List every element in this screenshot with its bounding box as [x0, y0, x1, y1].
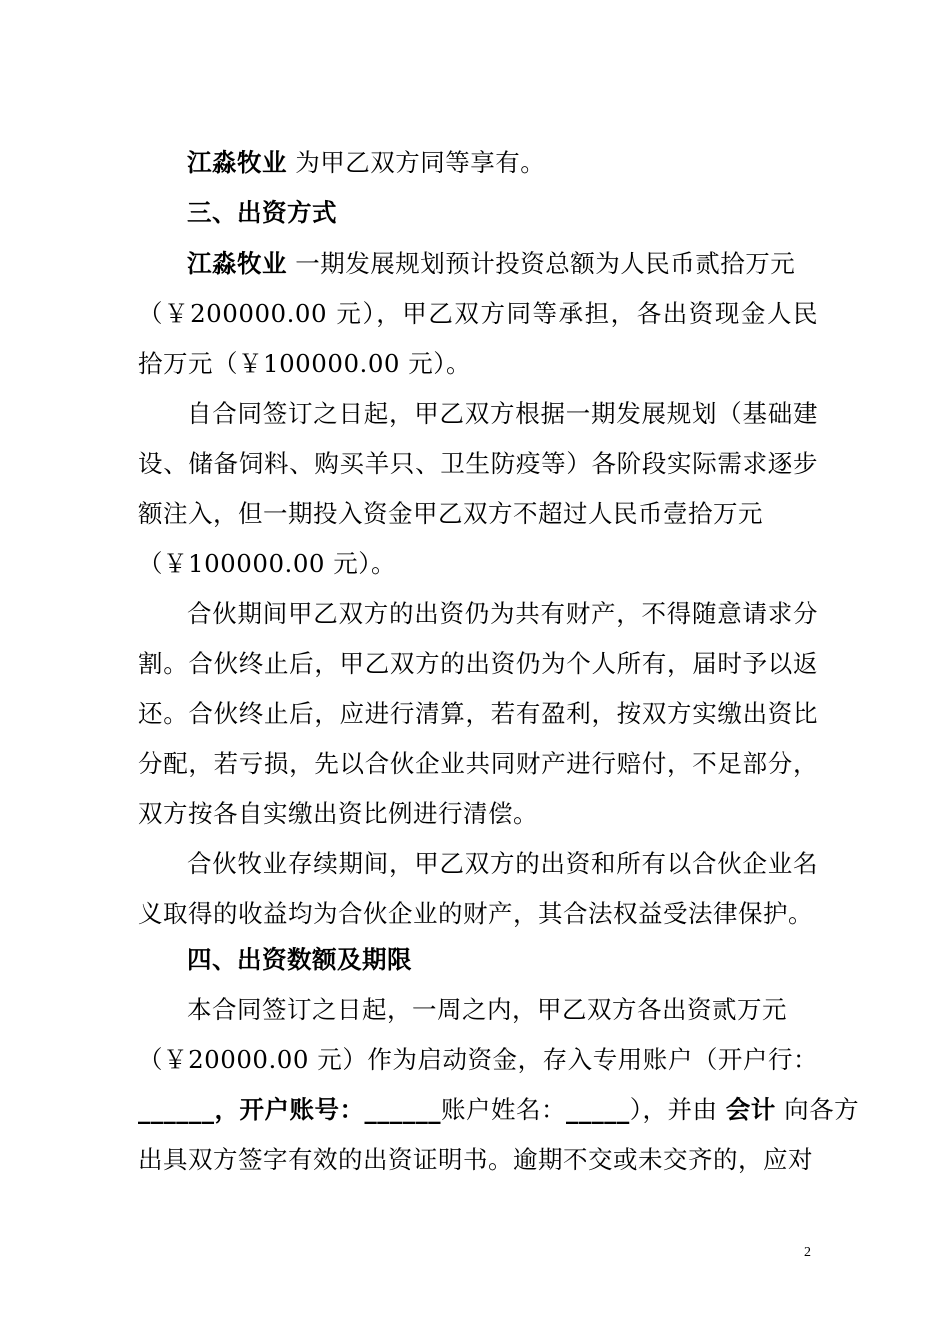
paragraph-line: 义取得的收益均为合伙企业的财产，其合法权益受法律保护。 — [138, 899, 813, 928]
paragraph-line — [187, 247, 818, 281]
paragraph-line: 拾万元（￥100000.00 元）。 — [138, 349, 472, 378]
paragraph-line: 双方按各自实缴出资比例进行清偿。 — [138, 799, 538, 828]
company-name: 江淼牧业 — [187, 148, 287, 177]
paragraph-line: 合伙牧业存续期间，甲乙双方的出资和所有以合伙企业名 — [187, 849, 818, 878]
text-span: 向各方 — [775, 1095, 860, 1124]
paragraph-line: 分配，若亏损，先以合伙企业共同财产进行赔付，不足部分， — [138, 749, 818, 778]
section-heading-4: 四、出资数额及期限 — [187, 945, 412, 974]
paragraph-line: （￥20000.00 元）作为启动资金，存入专用账户（开户行： — [138, 1045, 818, 1074]
paragraph-line: 设、储备饲料、购买羊只、卫生防疫等）各阶段实际需求逐步 — [138, 449, 818, 478]
text-span: 为甲乙双方同等享有。 — [287, 148, 546, 177]
blank-field-account-name: _____ — [566, 1095, 630, 1124]
blank-field-account-number: ______ — [364, 1095, 441, 1124]
paragraph-line: 额注入，但一期投入资金甲乙双方不超过人民币壹拾万元 — [138, 499, 763, 528]
text-span: ，开户账号： — [214, 1095, 365, 1124]
paragraph-line: 合伙期间甲乙双方的出资仍为共有财产，不得随意请求分 — [187, 599, 818, 628]
paragraph-line: 自合同签订之日起，甲乙双方根据一期发展规划（基础建 — [187, 399, 818, 428]
section-heading-3: 三、出资方式 — [187, 198, 337, 227]
company-name: 江淼牧业 — [187, 249, 287, 278]
accountant-term: 会计 — [725, 1095, 776, 1124]
paragraph-line: 割。合伙终止后，甲乙双方的出资仍为个人所有，届时予以返 — [138, 649, 818, 678]
text-span: 一期发展规划预计投资总额为人民币贰拾万元 — [287, 249, 796, 278]
paragraph-line — [187, 146, 818, 180]
page-number: 2 — [804, 1245, 811, 1260]
text-span: 账户姓名： — [441, 1095, 566, 1124]
text-span: ），并由 — [629, 1095, 726, 1124]
paragraph-line: （￥200000.00 元），甲乙双方同等承担，各出资现金人民 — [138, 299, 818, 328]
paragraph-line: 本合同签订之日起，一周之内，甲乙双方各出资贰万元 — [187, 995, 787, 1024]
paragraph-line: 还。合伙终止后，应进行清算，若有盈利，按双方实缴出资比 — [138, 699, 818, 728]
paragraph-line: （￥100000.00 元）。 — [138, 549, 397, 578]
blank-field-bank: ______ — [138, 1095, 215, 1124]
paragraph-line: 出具双方签字有效的出资证明书。逾期不交或未交齐的，应对 — [138, 1145, 813, 1174]
paragraph-line — [138, 1093, 860, 1127]
